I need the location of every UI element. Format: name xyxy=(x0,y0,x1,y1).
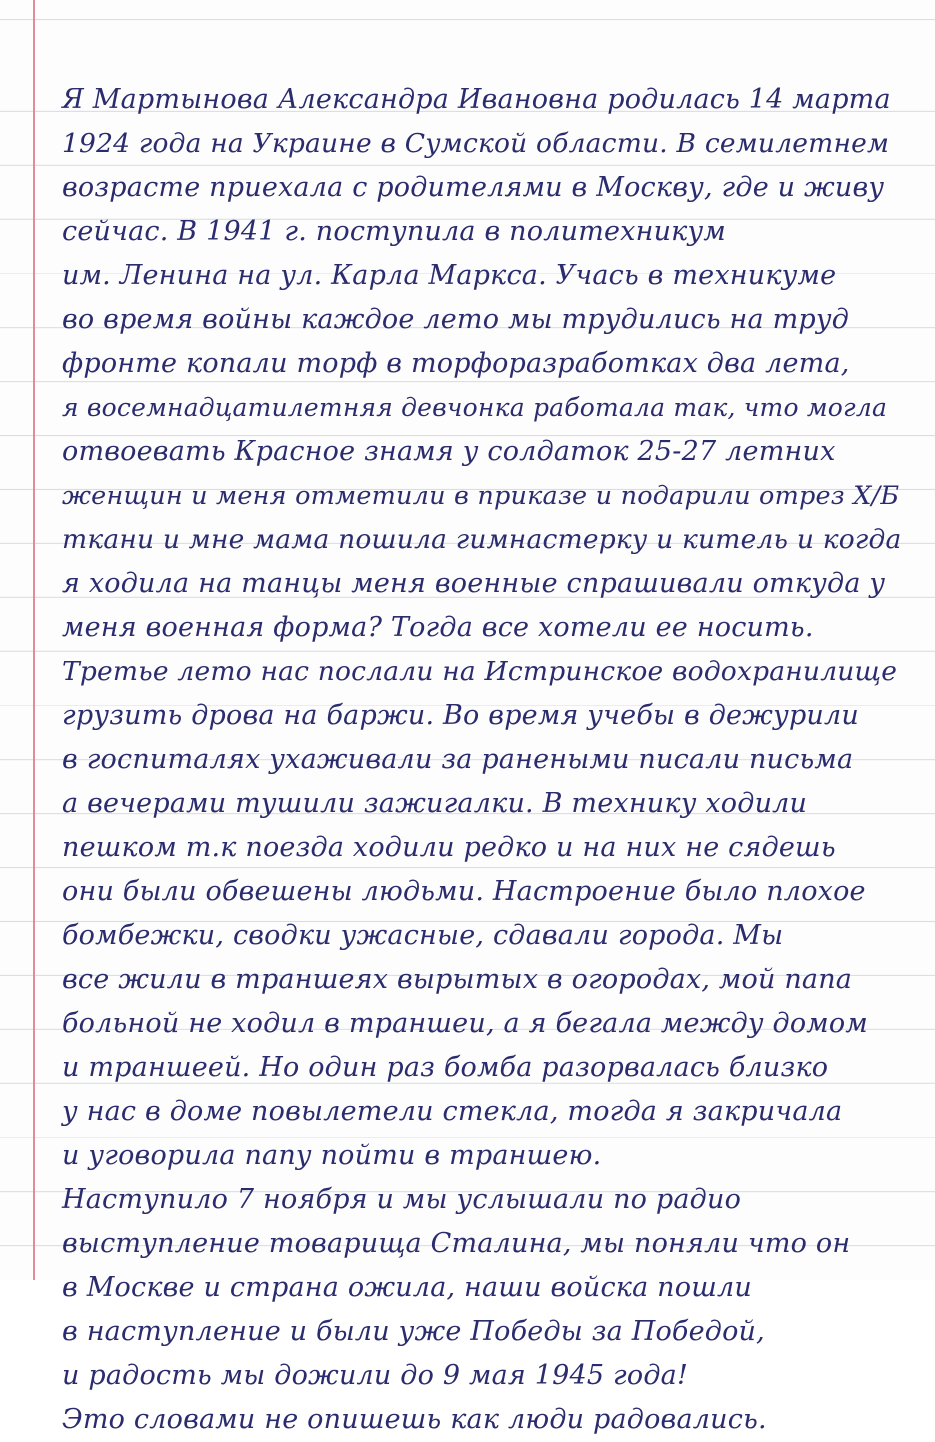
text-line: меня военная форма? Тогда все хотели ее носить. xyxy=(62,612,814,643)
text-line: отвоевать Красное знамя у солдаток 25-27 летних xyxy=(62,436,836,467)
text-line: ткани и мне мама пошила гимнастерку и китель и когда xyxy=(62,524,902,555)
text-line: а вечерами тушили зажигалки. В технику ходили xyxy=(62,788,808,819)
text-line: они были обвешены людьми. Настроение было плохое xyxy=(62,876,866,907)
text-line: больной не ходил в траншеи, а я бегала между домом xyxy=(62,1008,868,1039)
text-line: Я Мартынова Александра Ивановна родилась 14 марта xyxy=(62,84,891,115)
text-line: фронте копали торф в торфоразработках два лета, xyxy=(62,348,850,379)
text-line: Это словами не опишешь как люди радовались. xyxy=(62,1404,767,1435)
text-line: во время войны каждое лето мы трудились на труд xyxy=(62,304,850,335)
text-line: у нас в доме повылетели стекла, тогда я закричала xyxy=(62,1096,843,1127)
text-line: грузить дрова на баржи. Во время учебы в дежурили xyxy=(62,700,859,731)
text-line: я ходила на танцы меня военные спрашивали откуда у xyxy=(62,568,886,599)
text-line: и траншеей. Но один раз бомба разорвалась близко xyxy=(62,1052,829,1083)
text-line: Третье лето нас послали на Истринское водохранилище xyxy=(62,656,898,687)
text-line: бомбежки, сводки ужасные, сдавали города. Мы xyxy=(62,920,784,951)
text-line: женщин и меня отметили в приказе и подарили отрез Х/Б xyxy=(62,481,900,511)
text-line: все жили в траншеях вырытых в огородах, мой папа xyxy=(62,964,853,995)
text-line: в Москве и страна ожила, наши войска пошли xyxy=(62,1272,752,1303)
text-line: и уговорила папу пойти в траншею. xyxy=(62,1140,602,1171)
text-line: Наступило 7 ноября и мы услышали по радио xyxy=(62,1184,742,1215)
text-line: 1924 года на Украине в Сумской области. В семилетнем xyxy=(62,128,890,159)
text-line: в наступление и были уже Победы за Победой, xyxy=(62,1316,765,1347)
text-line: я восемнадцатилетняя девчонка работала так, что могла xyxy=(62,393,888,422)
text-line: пешком т.к поезда ходили редко и на них не сядешь xyxy=(62,832,836,863)
text-line: в госпиталях ухаживали за ранеными писали письма xyxy=(62,744,854,775)
text-line: и радость мы дожили до 9 мая 1945 года! xyxy=(62,1360,689,1391)
text-line: возрасте приехала с родителями в Москву, где и живу xyxy=(62,172,885,203)
text-line: сейчас. В 1941 г. поступила в политехникум xyxy=(62,216,726,247)
text-line: им. Ленина на ул. Карла Маркса. Учась в техникуме xyxy=(62,260,837,291)
margin-line xyxy=(33,0,35,1280)
text-line: выступление товарища Сталина, мы поняли что он xyxy=(62,1228,851,1259)
handwritten-text xyxy=(62,78,902,1442)
